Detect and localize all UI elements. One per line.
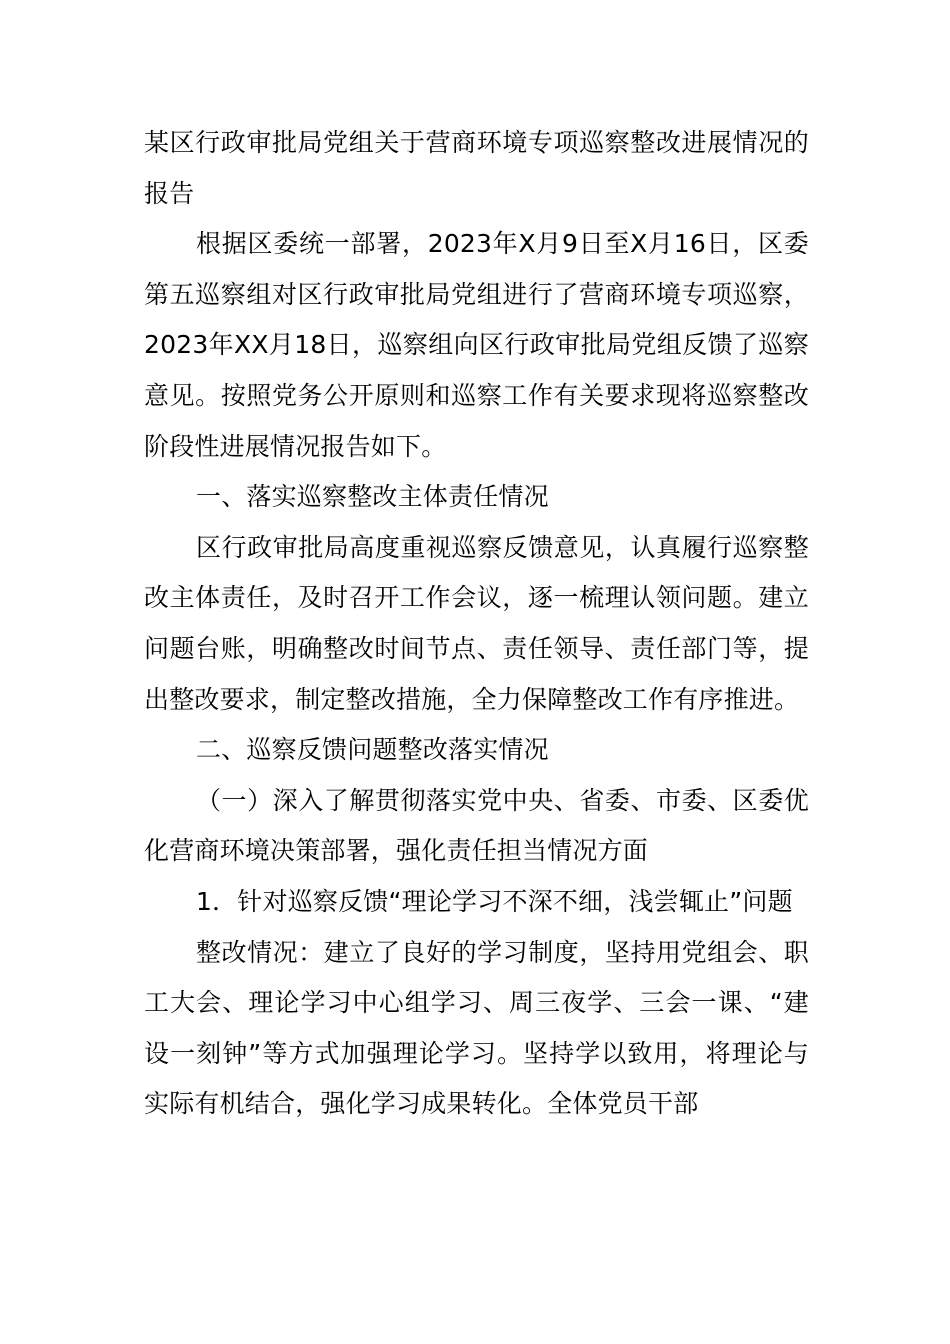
document-title: 某区行政审批局党组关于营商环境专项巡察整改进展情况的报告 [144,128,809,208]
item-heading-1: 1．针对巡察反馈“理论学习不深不细，浅尝辄止”问题 [196,886,793,916]
document-body [144,118,809,1130]
subsection-heading-1: （一）深入了解贯彻落实党中央、省委、市委、区委优化营商环境决策部署，强化责任担当情况方面 [144,785,809,866]
section-heading-1: 一、落实巡察整改主体责任情况 [196,482,549,512]
section-1-paragraph: 区行政审批局高度重视巡察反馈意见，认真履行巡察整改主体责任，及时召开工作会议，逐一梳理认领问题。建立问题台账，明确整改时间节点、责任领导、责任部门等，提出整改要求，制定整改措施，全力保障整改工作有序推进。 [144,532,809,714]
section-heading-2: 二、巡察反馈问题整改落实情况 [196,735,549,765]
rectification-paragraph: 整改情况：建立了良好的学习制度，坚持用党组会、职工大会、理论学习中心组学习、周三夜学、三会一课、“建设一刻钟”等方式加强理论学习。坚持学以致用，将理论与实际有机结合，强化学习成果转化。全体党员干部 [144,937,809,1119]
intro-paragraph: 根据区委统一部署，2023年X月9日至X月16日，区委第五巡察组对区行政审批局党组进行了营商环境专项巡察，2023年XX月18日，巡察组向区行政审批局党组反馈了巡察意见。按照党务公开原则和巡察工作有关要求现将巡察整改阶段性进展情况报告如下。 [144,229,809,461]
